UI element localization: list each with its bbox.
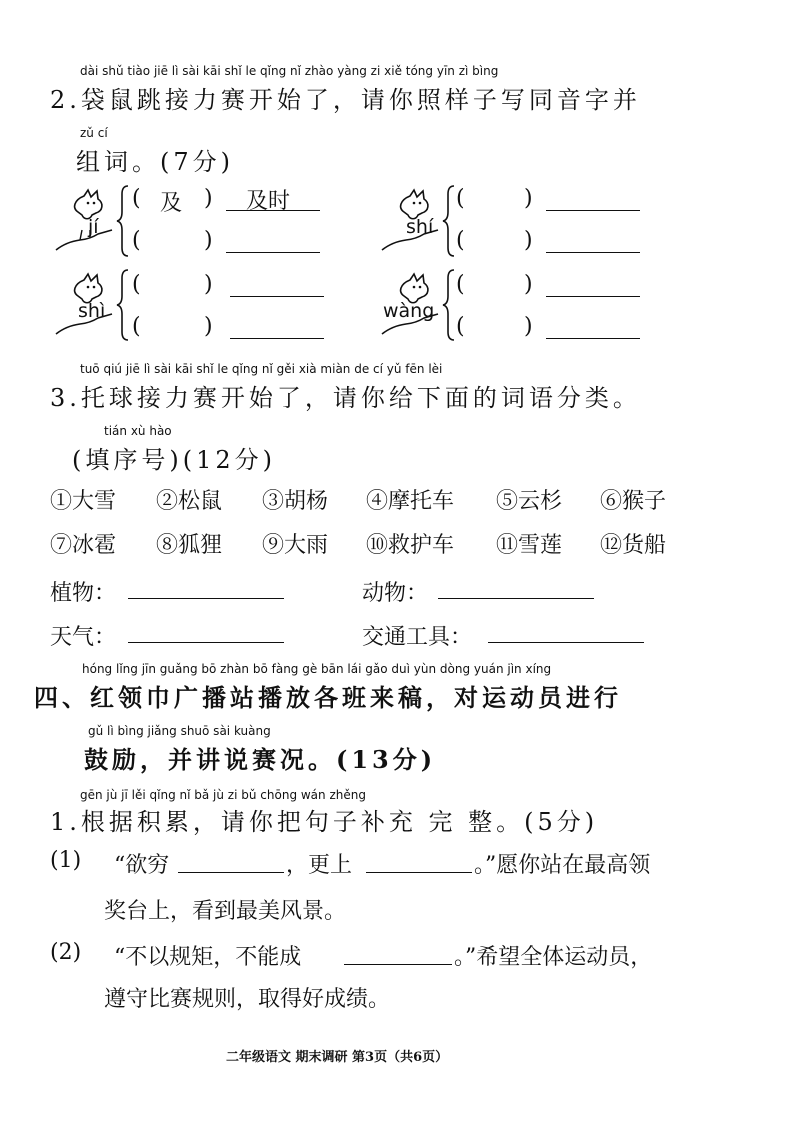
- answer-blank-s1a[interactable]: [178, 872, 284, 873]
- q2-line-2: 组词。(7分): [76, 148, 234, 176]
- paren-open: (: [132, 314, 141, 339]
- q3-pinyin-1: tuō qiú jiē lì sài kāi shǐ le qǐng nǐ gěi xià miàn de cí yǔ fēn lèi: [80, 362, 443, 376]
- answer-blank[interactable]: [230, 338, 324, 339]
- sentence-1-label: (1): [50, 848, 82, 873]
- answer-blank[interactable]: [226, 252, 320, 253]
- word-item: ⑥猴子: [600, 489, 667, 514]
- kangaroo-icon: [54, 188, 120, 256]
- paren-close: ): [204, 186, 213, 211]
- sentence-1-part-a: “欲穷: [114, 853, 170, 878]
- category-animals: 动物：: [362, 581, 429, 606]
- paren-close: ): [204, 228, 213, 253]
- brace: [116, 184, 130, 258]
- answer-blank-plants[interactable]: [128, 598, 284, 599]
- example-char: 及: [160, 191, 183, 216]
- s4-pinyin-1: hóng lǐng jīn guǎng bō zhàn bō fàng gè bān lái gǎo duì yùn dòng yuán jìn xíng: [82, 662, 552, 676]
- answer-blank[interactable]: [546, 296, 640, 297]
- sentence-1-part-b: ，更上: [286, 853, 353, 878]
- paren-open: (: [456, 272, 465, 297]
- group-1-pinyin: jí: [88, 216, 99, 238]
- word-item: ⑧狐狸: [156, 533, 223, 558]
- q3-pinyin-2: tián xù hào: [104, 424, 172, 438]
- category-weather: 天气：: [50, 625, 117, 650]
- paren-close: ): [204, 272, 213, 297]
- answer-blank-s1b[interactable]: [366, 872, 472, 873]
- sentence-2-line-2: 遵守比赛规则，取得好成绩。: [104, 987, 391, 1012]
- paren-open: (: [456, 314, 465, 339]
- word-item: ⑫货船: [600, 533, 667, 558]
- group-2-pinyin: shí: [406, 216, 434, 238]
- paren-close: ): [524, 272, 533, 297]
- page-footer: 二年级语文 期末调研 第3页（共6页）: [226, 1050, 449, 1065]
- q3-line-1: 3.托球接力赛开始了，请你给下面的词语分类。: [50, 384, 641, 412]
- q2-pinyin-2: zǔ cí: [80, 126, 108, 140]
- category-transport: 交通工具：: [362, 625, 473, 650]
- word-item: ②松鼠: [156, 489, 223, 514]
- word-item: ⑪雪莲: [496, 533, 563, 558]
- s4-pinyin-2: gǔ lì bìng jiǎng shuō sài kuàng: [88, 724, 271, 738]
- brace: [442, 184, 456, 258]
- sentence-2-part-b: 。”希望全体运动员，: [454, 945, 653, 970]
- word-item: ⑤云杉: [496, 489, 563, 514]
- q2-line-1: 2.袋鼠跳接力赛开始了，请你照样子写同音字并: [50, 86, 641, 114]
- word-item: ④摩托车: [366, 489, 455, 514]
- answer-blank-s2[interactable]: [344, 964, 452, 965]
- q2-pinyin-1: dài shǔ tiào jiē lì sài kāi shǐ le qǐng nǐ zhào yàng zi xiě tóng yīn zì bìng: [80, 64, 499, 78]
- brace: [116, 268, 130, 342]
- paren-open: (: [132, 228, 141, 253]
- paren-close: ): [204, 314, 213, 339]
- q41-pinyin: gēn jù jī lěi qǐng nǐ bǎ jù zi bǔ chōng wán zhěng: [80, 788, 366, 802]
- paren-open: (: [132, 272, 141, 297]
- answer-blank-weather[interactable]: [128, 642, 284, 643]
- paren-close: ): [524, 314, 533, 339]
- word-item: ⑦冰雹: [50, 533, 117, 558]
- paren-open: (: [132, 186, 141, 211]
- group-4-pinyin: wàng: [383, 300, 435, 322]
- sentence-1-line-2: 奖台上，看到最美风景。: [104, 899, 347, 924]
- sentence-1-part-c: 。”愿你站在最高领: [474, 853, 651, 878]
- s4-heading-2: 鼓励，并讲说赛况。(13分): [84, 745, 437, 774]
- example-word: 及时: [246, 189, 291, 214]
- group-3-pinyin: shì: [78, 300, 106, 322]
- q41-line: 1.根据积累，请你把句子补充 完 整。(5分): [50, 808, 599, 836]
- sentence-2-label: (2): [50, 940, 82, 965]
- answer-blank-animals[interactable]: [438, 598, 594, 599]
- brace: [442, 268, 456, 342]
- sentence-2-part-a: “不以规矩，不能成: [114, 945, 302, 970]
- word-item: ①大雪: [50, 489, 117, 514]
- word-item: ⑩救护车: [366, 533, 455, 558]
- paren-open: (: [456, 186, 465, 211]
- q3-line-2: (填序号)(12分): [72, 446, 276, 474]
- word-item: ⑨大雨: [262, 533, 329, 558]
- paren-open: (: [456, 228, 465, 253]
- answer-blank[interactable]: [546, 338, 640, 339]
- answer-blank[interactable]: [546, 252, 640, 253]
- answer-blank[interactable]: [230, 296, 324, 297]
- answer-blank[interactable]: [546, 210, 640, 211]
- paren-close: ): [524, 186, 533, 211]
- paren-close: ): [524, 228, 533, 253]
- word-item: ③胡杨: [262, 489, 329, 514]
- answer-blank-transport[interactable]: [488, 642, 644, 643]
- category-plants: 植物：: [50, 581, 117, 606]
- s4-heading-1: 四、红领巾广播站播放各班来稿，对运动员进行: [34, 683, 622, 712]
